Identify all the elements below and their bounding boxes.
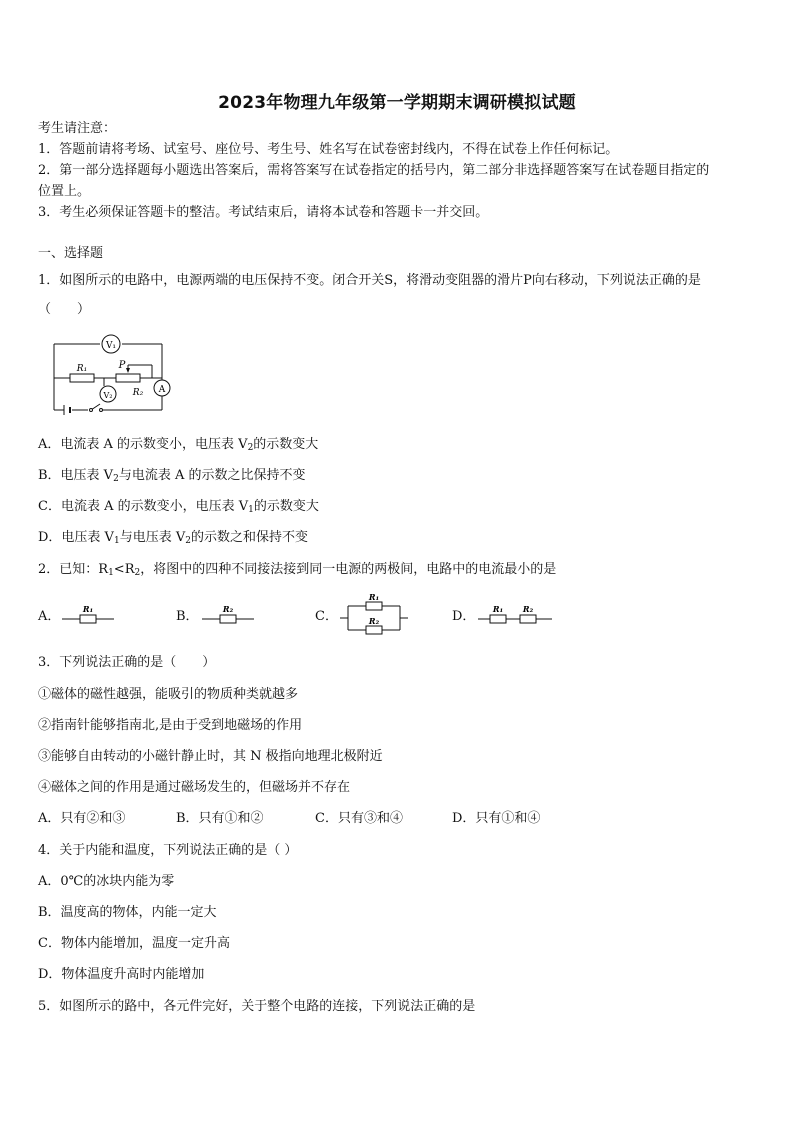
q2-option-d-label: D．	[452, 609, 476, 624]
svg-text:R₂: R₂	[368, 616, 380, 626]
notice-item-3: 3．考生必须保证答题卡的整洁。考试结束后，请将本试卷和答题卡一并交回。	[38, 205, 489, 220]
notice-item-2: 2．第一部分选择题每小题选出答案后，需将答案写在试卷指定的括号内，第二部分非选择题答案写在试卷题目指定的	[38, 163, 710, 178]
svg-text:R₂: R₂	[522, 604, 534, 614]
q1-stem: 1．如图所示的电路中，电源两端的电压保持不变。闭合开关S，将滑动变阻器的滑片P向右移动，下列说法正确的是	[38, 273, 701, 288]
q3-option-c: C．只有③和④	[315, 811, 403, 826]
q2-figure-c	[338, 592, 410, 640]
q2-option-c-label: C．	[315, 609, 338, 624]
q2-option-a-label: A．	[38, 609, 61, 624]
q2-stem: 2．已知：$R_1<R_2$，将图中的四种不同接法接到同一电源的两极间，电路中的电流最小的是	[38, 562, 557, 578]
r2-label: R₂	[132, 388, 144, 398]
r1-label: R₁	[76, 364, 88, 374]
section-heading: 一、选择题	[38, 246, 104, 261]
q1-circuit-diagram	[44, 332, 184, 418]
v2-label: V₂	[103, 391, 113, 400]
q4-option-c: C．物体内能增加，温度一定升高	[38, 936, 230, 951]
q4-option-d: D．物体温度升高时内能增加	[38, 967, 205, 982]
q1-paren: （ ）	[38, 302, 91, 317]
notice-item-1: 1．答题前请将考场、试室号、座位号、考生号、姓名写在试卷密封线内，不得在试卷上作任何标记。	[38, 142, 619, 157]
q3-stem: 3．下列说法正确的是（ ）	[38, 655, 216, 670]
v1-label: V₁	[105, 341, 117, 351]
q3-statement-4: ④磁体之间的作用是通过磁场发生的，但磁场并不存在	[38, 780, 351, 795]
q1-option-a: A．电流表 A 的示数变小，电压表 $V_2$的示数变大	[38, 437, 319, 453]
page-title: 2023年物理九年级第一学期期末调研模拟试题	[218, 93, 576, 113]
q3-statement-3: ③能够自由转动的小磁针静止时，其 N 极指向地理北极附近	[38, 749, 383, 764]
slider-arrow-icon	[126, 368, 130, 373]
q4-option-a: A．0℃的冰块内能为零	[38, 874, 175, 889]
q3-option-d: D．只有①和④	[452, 811, 541, 826]
a-label: A	[158, 385, 166, 395]
svg-text:R₁: R₁	[368, 592, 380, 602]
svg-text:R₁: R₁	[492, 604, 504, 614]
p-label: P	[118, 360, 126, 371]
q2-option-b-label: B．	[176, 609, 199, 624]
svg-text:R₂: R₂	[222, 604, 234, 614]
q4-option-b: B．温度高的物体，内能一定大	[38, 905, 217, 920]
svg-text:R₁: R₁	[82, 604, 94, 614]
q1-option-d: D．电压表 $V_1$与电压表 $V_2$的示数之和保持不变	[38, 530, 308, 546]
notice-item-2-cont: 位置上。	[38, 184, 91, 199]
q2-figure-a	[60, 604, 116, 628]
q4-stem: 4．关于内能和温度，下列说法正确的是（ ）	[38, 843, 298, 858]
q2-figure-b	[200, 604, 256, 628]
q5-stem: 5．如图所示的路中，各元件完好，关于整个电路的连接，下列说法正确的是	[38, 999, 476, 1014]
q3-option-b: B．只有①和②	[176, 811, 264, 826]
q3-statement-1: ①磁体的磁性越强，能吸引的物质种类就越多	[38, 687, 299, 702]
q2-figure-d	[476, 604, 554, 628]
notice-heading: 考生请注意：	[38, 121, 117, 136]
q3-statement-2: ②指南针能够指南北,是由于受到地磁场的作用	[38, 718, 303, 733]
q1-option-b: B．电压表 $V_2$与电流表 A 的示数之比保持不变	[38, 468, 306, 484]
q3-option-a: A．只有②和③	[38, 811, 126, 826]
q1-option-c: C．电流表 A 的示数变小，电压表 $V_1$的示数变大	[38, 499, 319, 515]
